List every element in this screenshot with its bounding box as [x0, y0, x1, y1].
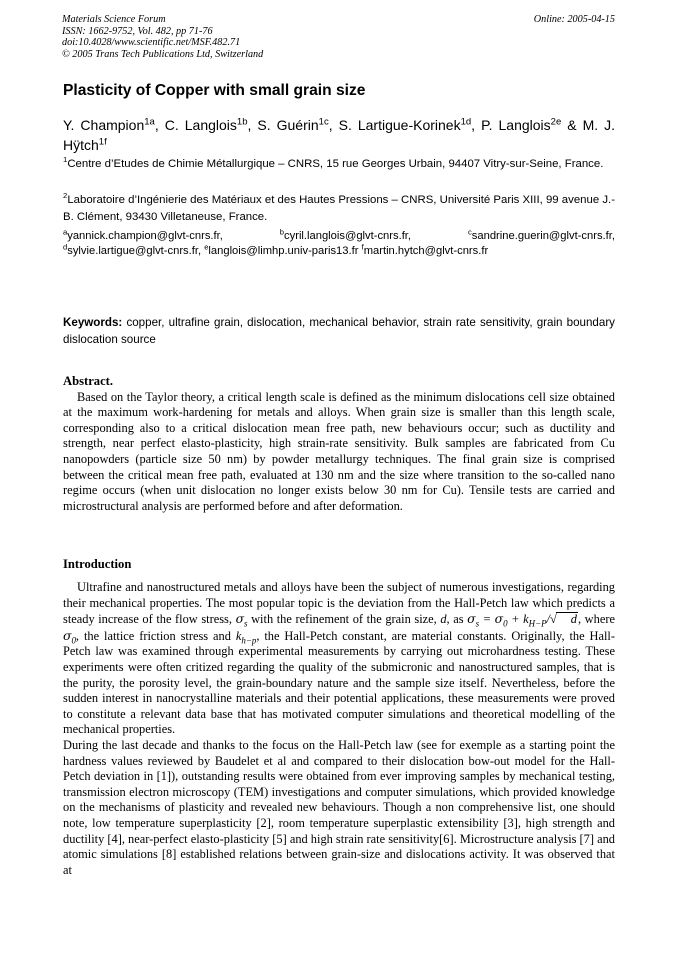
author-sup: 2e	[550, 116, 562, 128]
journal-copyright: © 2005 Trans Tech Publications Ltd, Switzerland	[62, 48, 264, 60]
email-item[interactable]	[63, 242, 202, 257]
math-sigma: σ	[235, 611, 245, 627]
introduction-heading: Introduction	[63, 557, 132, 571]
intro-text: Ultrafine and nanostructured metals and alloys have been the subject of numerous investigations, regarding their mechanical properties. The most popular topic is the deviation from the Hall-Petch law which predicts a steady increase of the flow stress,	[63, 580, 615, 627]
email-sup: f	[361, 242, 364, 252]
affiliation-sup: 2	[63, 191, 68, 201]
keywords-label: Keywords:	[63, 316, 123, 329]
author-sep: ,	[328, 117, 333, 133]
author-name: C. Langlois	[164, 117, 237, 133]
author-sep: ,	[154, 117, 159, 133]
introduction-section	[63, 580, 615, 878]
email-address[interactable]: sylvie.lartigue@glvt-cnrs.fr,	[67, 245, 202, 257]
author-sup: 1a	[144, 116, 155, 128]
email-row	[63, 244, 615, 259]
affiliation-text: Centre d’Etudes de Chimie Métallurgique – CNRS, 15 rue Georges Urbain, 94407 Vitry-sur-Seine, France.	[67, 158, 604, 170]
math-operator: /	[546, 612, 550, 627]
journal-info	[62, 14, 263, 60]
abstract-heading: Abstract.	[63, 374, 114, 388]
email-list	[63, 229, 615, 259]
author-sep: ,	[471, 117, 476, 133]
author-sup: 1d	[460, 116, 472, 128]
keywords-text: copper, ultrafine grain, dislocation, mechanical behavior, strain rate sensitivity, grain boundary dislocation source	[63, 316, 615, 346]
math-sub: s	[475, 618, 480, 629]
author-amp: &	[567, 117, 577, 133]
math-sigma: σ	[494, 611, 504, 627]
email-item[interactable]	[204, 242, 359, 257]
email-address[interactable]: martin.hytch@glvt-cnrs.fr	[363, 245, 489, 257]
email-sup: d	[63, 242, 68, 252]
introduction-paragraph-2: During the last decade and thanks to the focus on the Hall-Petch law (see for exemple as a starting point the hardness values reviewed by Baudelet et al and compared to their dislocation bow-out model for the Hall-Petch deviation in [1]), outstanding results were obtained from ever improving samples by mechanical testing, transmission electron microscopy (TEM) investigations and computer simulations, which provided knowledge on the mechanisms of plasticity and revealed new behaviours. Though a non comprehensive list, one should note, low temperature superplasticity [2], room temperature superplastic extensibility [3], high strength and ductility [4], near-perfect elasto-plasticity [5] and high strain rate sensitivity[6]. Microstructure analysis [7] and atomic simulations [8] established relations between grain-size and dislocations activity. It was observed that at	[63, 737, 615, 877]
abstract-text: Based on the Taylor theory, a critical length scale is defined as the minimum dislocations cell size obtained at the maximum work-hardening for metals and alloys. When grain size is smaller than this length scale, corresponding also to a critical dislocation mean free path, new behaviours occur; such as ductility and strength, near perfect elasto-plasticity, high strain-rate sensitivity. Bulk samples are fabricated from Cu nanopowders (particle size 50 nm) by powder metallurgy techniques. The final grain size is comprised between the critical mean free path, evaluated at 130 nm and the size where transition to the so-called nano regime occurs (when unit dislocation no longer exists below 30 nm for Cu). Tensile tests are carried and microstructural analysis are performed before and after deformation.	[63, 389, 615, 513]
math-sub: 0	[503, 618, 508, 629]
math-sub: 0	[71, 635, 76, 646]
math-operator: +	[511, 612, 520, 627]
email-address[interactable]: langlois@limhp.univ-paris13.fr	[208, 245, 359, 257]
email-address[interactable]: cyril.langlois@glvt-cnrs.fr,	[284, 230, 412, 242]
online-date: Online: 2005-04-15	[533, 14, 615, 25]
math-root: √	[549, 612, 557, 627]
paper-title: Plasticity of Copper with small grain size	[63, 82, 366, 99]
math-d: d	[556, 612, 578, 625]
journal-doi[interactable]: doi:10.4028/www.scientific.net/MSF.482.71	[62, 37, 241, 49]
math-sub: h−p	[241, 635, 257, 646]
grain-size-symbol: d	[440, 612, 447, 627]
email-item[interactable]	[468, 229, 615, 244]
author-name: S. Guérin	[257, 117, 319, 133]
email-item[interactable]	[63, 229, 223, 244]
affiliation-2	[63, 192, 615, 225]
email-row	[63, 229, 615, 244]
intro-text: , as	[446, 612, 464, 627]
author-sup: 1b	[236, 116, 248, 128]
email-sup: a	[63, 227, 68, 237]
intro-text: , where	[578, 612, 615, 627]
email-address[interactable]: sandrine.guerin@glvt-cnrs.fr,	[471, 230, 615, 242]
math-sub: H−P	[528, 618, 547, 629]
email-address[interactable]: yannick.champion@glvt-cnrs.fr,	[67, 230, 223, 242]
affiliation-sup: 1	[63, 155, 68, 165]
email-item[interactable]	[280, 229, 411, 244]
email-sup: b	[279, 227, 285, 237]
author-name: P. Langlois	[481, 117, 551, 133]
intro-text: , the lattice friction stress and	[75, 628, 231, 643]
author-list	[63, 115, 615, 155]
author-sup: 1c	[318, 116, 329, 128]
intro-text: with the refinement of the grain size,	[251, 612, 437, 627]
keywords	[63, 315, 615, 348]
author-sup: 1f	[98, 136, 107, 148]
math-k: k	[523, 612, 529, 627]
email-item[interactable]	[361, 242, 489, 257]
math-sub: s	[244, 618, 248, 629]
abstract-section	[63, 374, 615, 514]
journal-header	[62, 14, 615, 60]
author-name: S. Lartigue-Korinek	[338, 117, 461, 133]
email-sup: e	[204, 242, 209, 252]
intro-text: , the Hall-Petch constant, are material constants. Originally, the Hall-Petch law was examined through experimental measurements by carrying out microhardness testing. These experiments were often critized regarding the quality of the submicronic and nanostructured samples, that is the purity, the porosity level, the grain-boundary nature and the sample size itself. Nevertheless, before the sudden interest in nanocrystalline materials and their potential applications, these measurements were proved to constitute a relevant data base that has motivated computer simulations and theoretical modelling of the mechanical properties.	[63, 628, 615, 737]
affiliation-text: Laboratoire d’Ingénierie des Matériaux et des Hautes Pressions – CNRS, Université Paris XIII, 99 avenue J.-B. Clément, 93430 Villetaneuse, France.	[63, 194, 615, 223]
hall-petch-constant-symbol	[235, 628, 257, 646]
email-sup: c	[467, 227, 472, 237]
affiliation-1	[63, 156, 615, 173]
author-name: Y. Champion	[63, 117, 145, 133]
hall-petch-equation	[467, 611, 578, 629]
math-k: k	[235, 628, 242, 643]
author-sep: ,	[247, 117, 252, 133]
math-operator: =	[482, 612, 492, 627]
friction-stress-symbol	[63, 627, 76, 646]
introduction-paragraph-1	[63, 580, 615, 738]
author-name: M. J. Hÿtch	[63, 117, 616, 153]
journal-issn: ISSN: 1662-9752, Vol. 482, pp 71-76	[62, 25, 213, 37]
journal-name: Materials Science Forum	[62, 14, 166, 25]
math-sigma: σ	[63, 627, 72, 643]
flow-stress-symbol	[235, 611, 248, 629]
math-sigma: σ	[467, 611, 476, 627]
